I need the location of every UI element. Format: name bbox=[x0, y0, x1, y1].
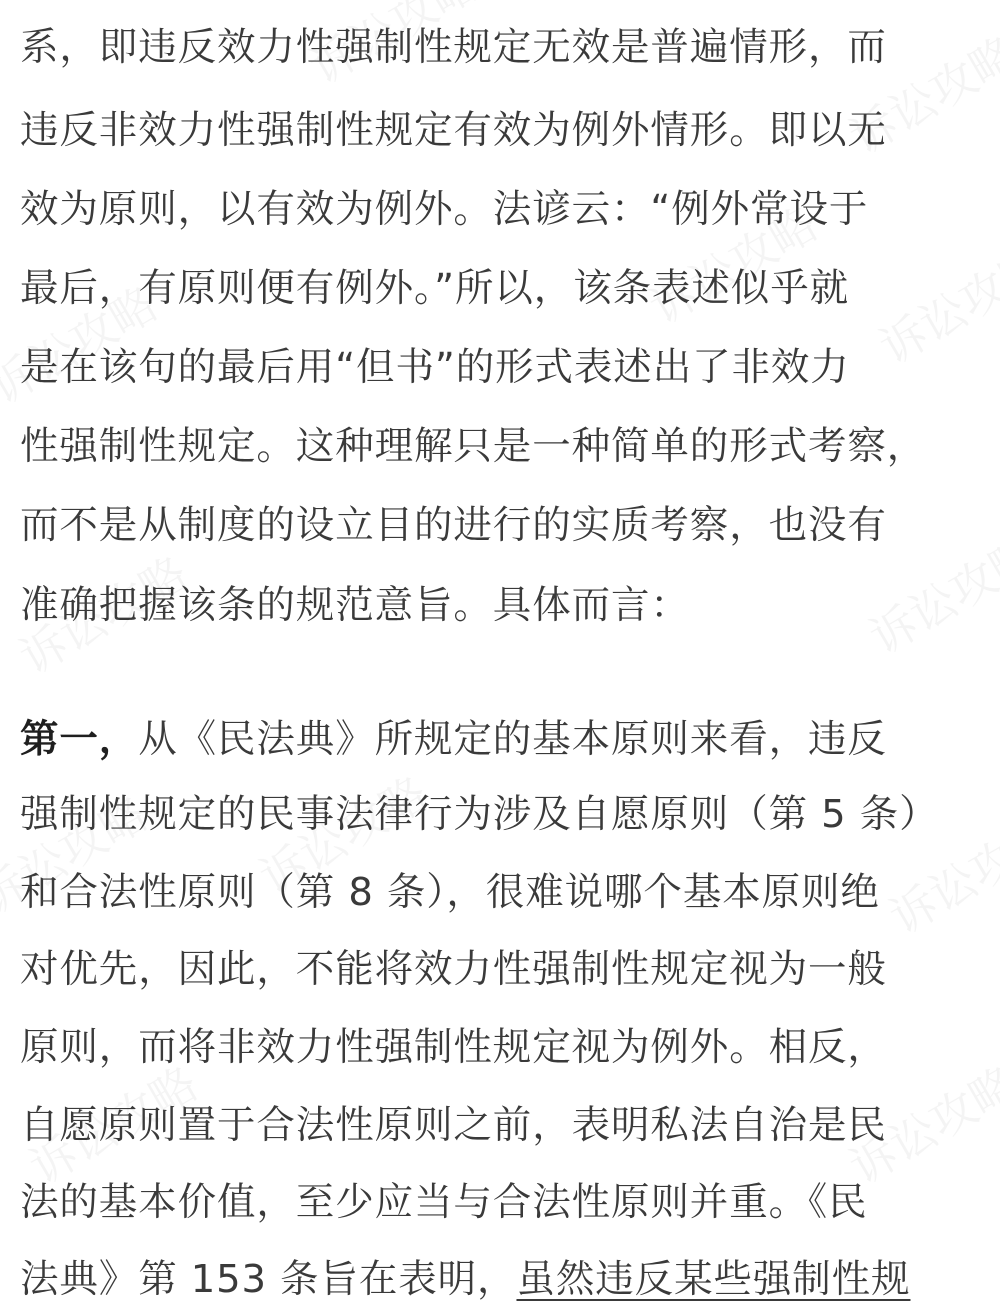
watermark bbox=[866, 228, 1000, 377]
text-line: 原则，而将非效力性强制性规定视为例外。相反， bbox=[20, 1025, 887, 1070]
text-line bbox=[20, 710, 887, 770]
text-line: 准确把握该条的规范意旨。具体而言： bbox=[20, 583, 690, 628]
text-line bbox=[20, 1250, 910, 1310]
text-line: 自愿原则置于合法性原则之前，表明私法自治是民 bbox=[20, 1103, 887, 1148]
text-line: 和合法性原则（第 8 条），很难说哪个基本原则绝 bbox=[20, 870, 880, 915]
point-label: 第一， bbox=[20, 717, 139, 762]
underlined-text: 虽然违反某些强制性规 bbox=[516, 1257, 911, 1302]
text-line: 而不是从制度的设立目的进行的实质考察，也没有 bbox=[20, 503, 887, 548]
text-line: 性强制性规定。这种理解只是一种简单的形式考察， bbox=[20, 424, 927, 469]
text-line: 强制性规定的民事法律行为涉及自愿原则（第 5 条） bbox=[20, 792, 939, 837]
text-line: 对优先，因此，不能将效力性强制性规定视为一般 bbox=[20, 947, 887, 992]
text-span: 从《民法典》所规定的基本原则来看，违反 bbox=[138, 717, 887, 762]
text-line: 违反非效力性强制性规定有效为例外情形。即以无 bbox=[20, 108, 887, 153]
text-line: 效为原则，以有效为例外。法谚云：“例外常设于 bbox=[20, 187, 869, 232]
text-line: 系，即违反效力性强制性规定无效是普遍情形，而 bbox=[20, 25, 887, 70]
text-line: 是在该句的最后用“但书”的形式表述出了非效力 bbox=[20, 345, 850, 390]
text-line: 最后，有原则便有例外。”所以，该条表述似乎就 bbox=[20, 266, 849, 311]
text-line: 法的基本价值，至少应当与合法性原则并重。《民 bbox=[20, 1180, 868, 1225]
text-span: 法典》第 153 条旨在表明， bbox=[20, 1257, 517, 1302]
